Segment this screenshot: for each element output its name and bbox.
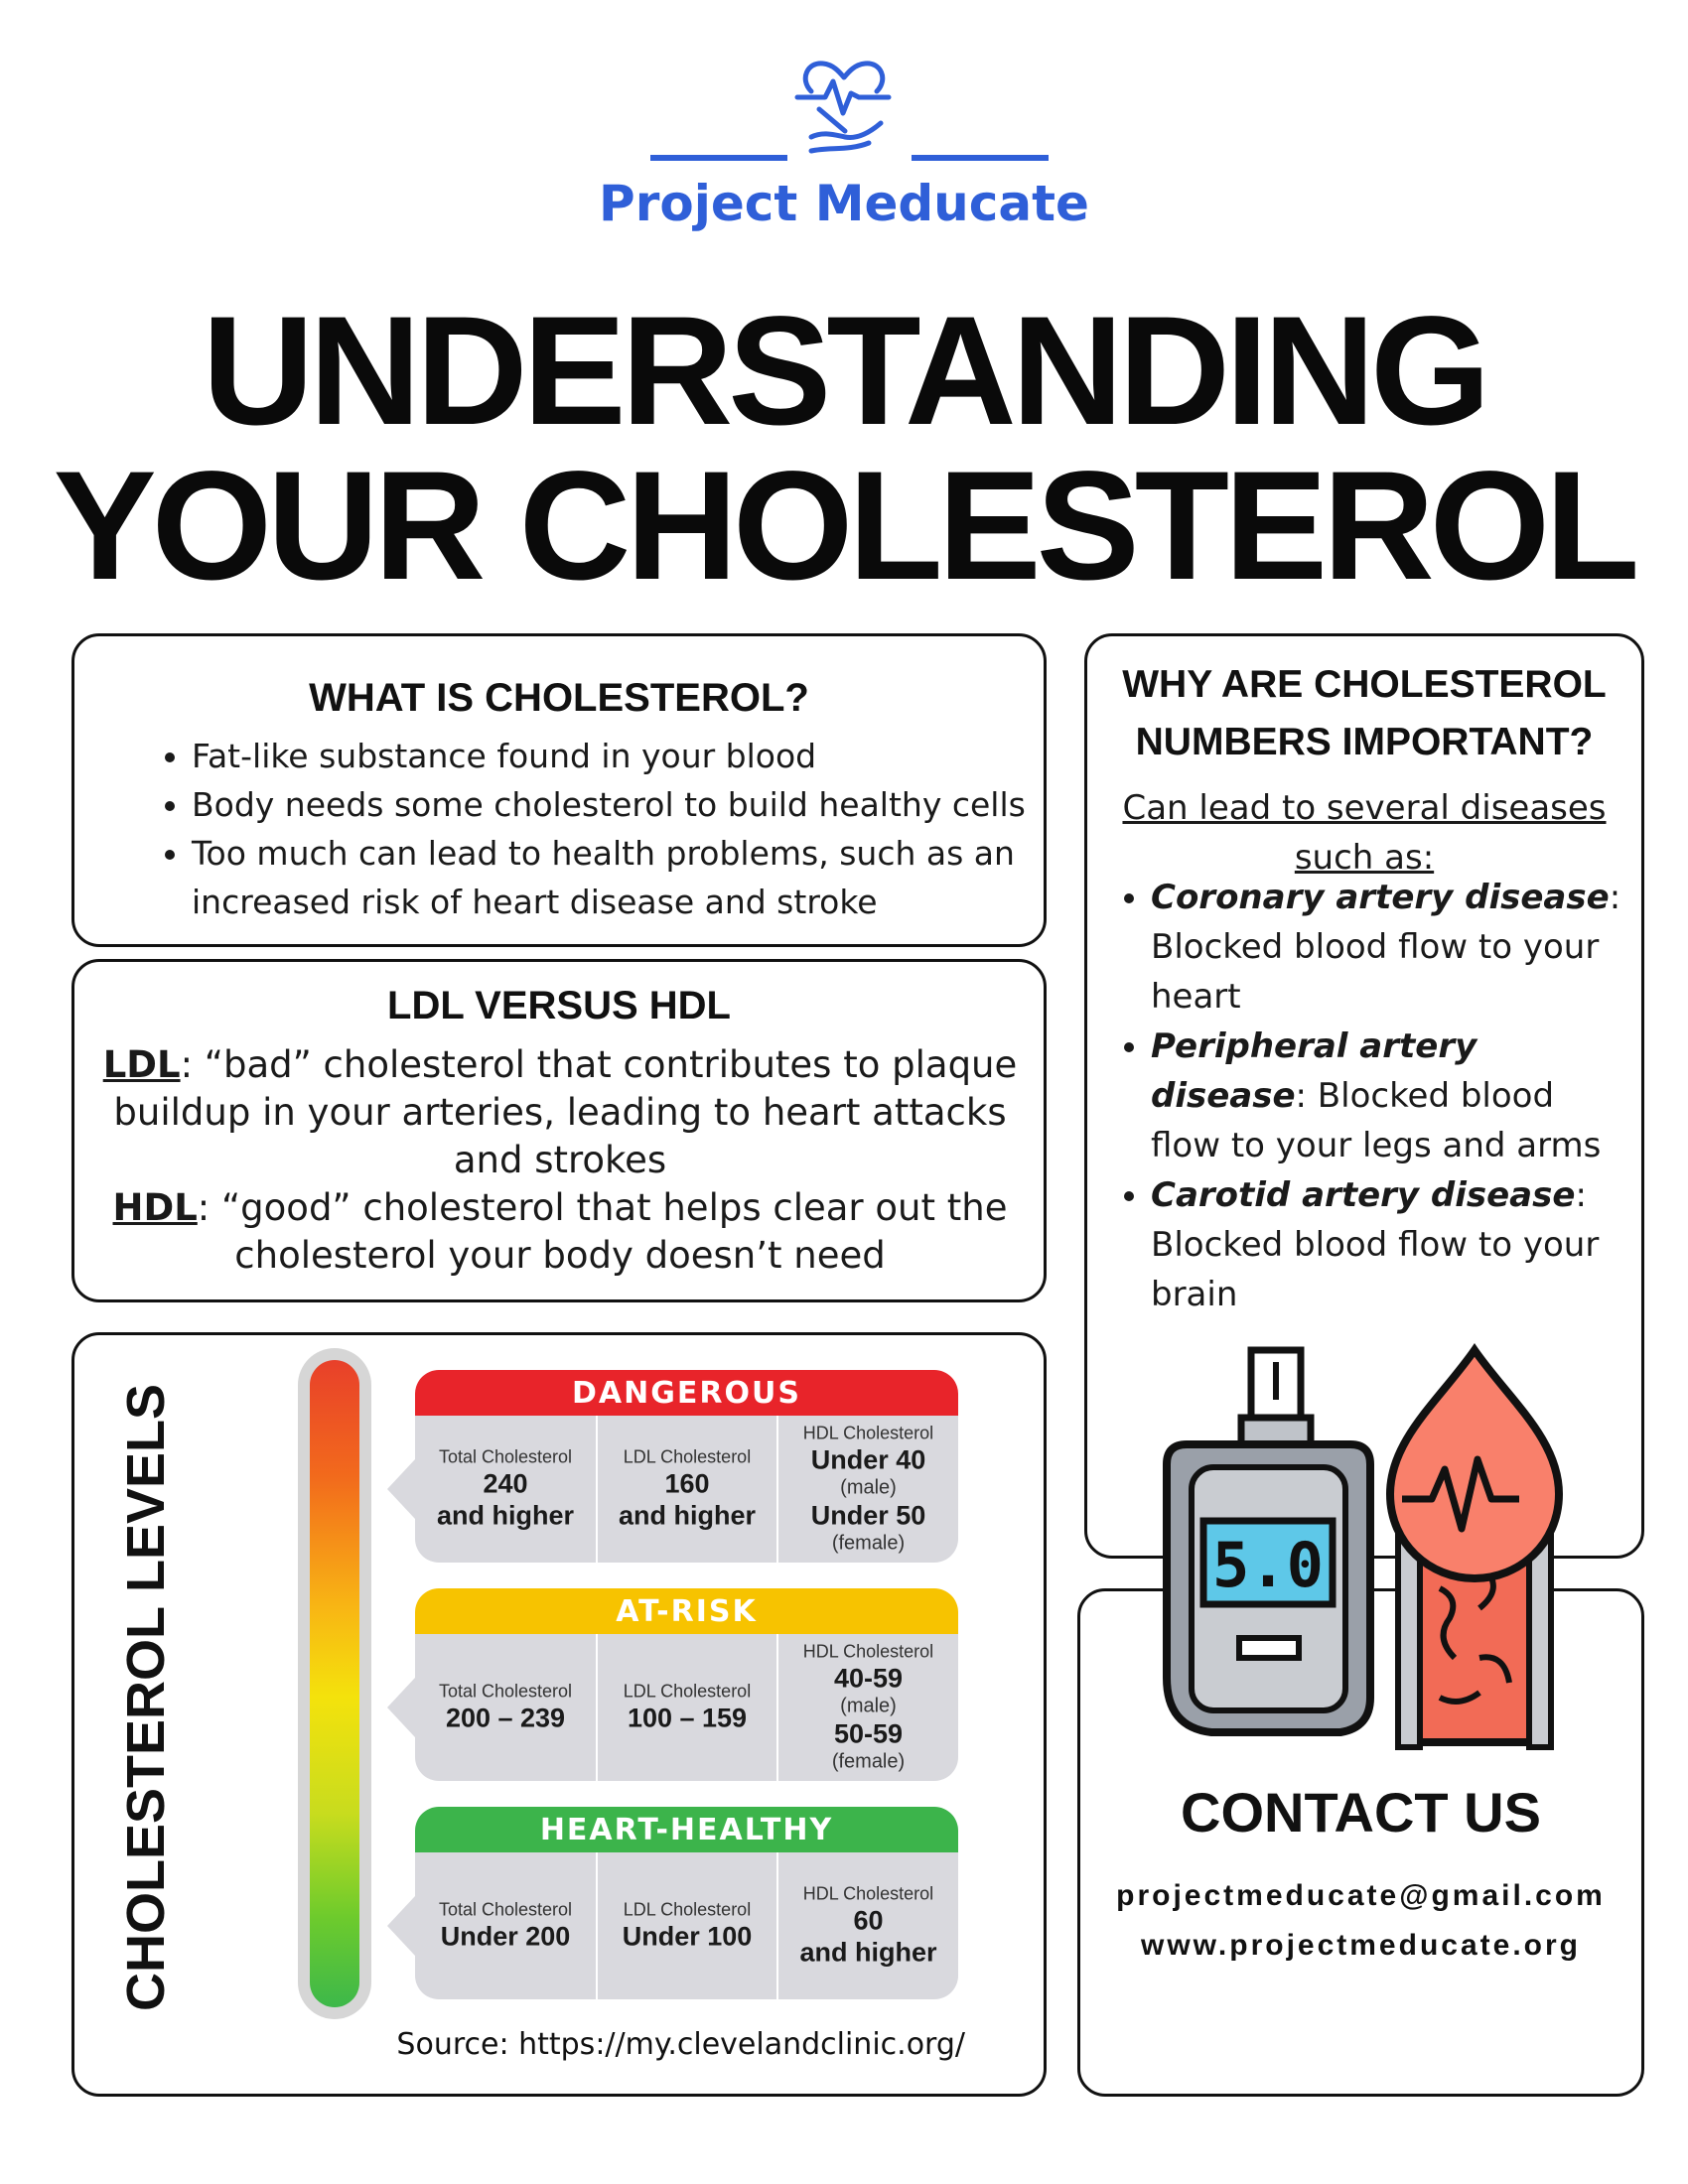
hdl-text: : “good” cholesterol that helps clear out the cholesterol your body doesn’t need [197,1186,1008,1277]
contact-website[interactable]: www.projectmeducate.org [1141,1929,1581,1962]
col-value: 100 – 159 [627,1703,748,1733]
ldl-col [596,1852,776,1999]
brand-rule-right [912,155,1049,161]
brand-rule-left [650,155,787,161]
list-item: • Peripheral artery disease: Blocked blood flow to your legs and arms [1151,1022,1627,1170]
gauge-gradient-bar [310,1360,359,2007]
ldl-hdl-heading: LDL VERSUS HDL [387,984,731,1027]
col-value: 160 [664,1468,710,1499]
meter-display: 5.0 [1212,1529,1324,1601]
ldl-term: LDL [102,1043,181,1086]
col-label: LDL Cholesterol [623,1681,752,1702]
col-value: and higher [618,1500,756,1531]
list-item: • Body needs some cholesterol to build healthy cells [192,780,1046,829]
total-col [415,1852,596,1999]
why-heading: WHY ARE CHOLESTEROL NUMBERS IMPORTANT? [1122,663,1607,763]
ldl-versus-hdl-box [71,959,1047,1302]
col-value: 240 [483,1468,528,1499]
level-banner: AT-RISK [415,1588,958,1634]
col-value: Under 50 [810,1500,926,1531]
list-item: • Fat-like substance found in your blood [192,732,1046,780]
hdl-term: HDL [112,1186,198,1229]
col-value: Under 100 [622,1921,753,1952]
col-value: 60 [853,1905,884,1936]
contact-email[interactable]: projectmeducate@gmail.com [1116,1879,1606,1912]
col-value: Under 40 [810,1444,926,1475]
total-col [415,1634,596,1781]
level-body [415,1416,958,1563]
col-value: 200 – 239 [445,1703,566,1733]
disease-desc: Blocked blood flow to your brain [1151,1225,1600,1314]
hdl-col [776,1852,958,1999]
list-item: • Coronary artery disease: Blocked blood flow to your heart [1151,873,1627,1022]
heart-hand-icon [789,52,899,161]
levels-label-text: CHOLESTEROL LEVELS [116,1383,176,2012]
col-sub: (female) [831,1750,906,1773]
hdl-col [776,1416,958,1563]
hdl-col [776,1634,958,1781]
disease-desc: Blocked blood flow to your heart [1151,927,1600,1017]
contact-heading: CONTACT US [1181,1781,1541,1843]
col-label: LDL Cholesterol [623,1899,752,1920]
col-value: Under 200 [440,1921,571,1952]
col-sub: (male) [840,1695,897,1717]
col-label: Total Cholesterol [438,1681,573,1702]
brand-name: Project Meducate [599,175,1089,232]
page-title-line-1: UNDERSTANDING [202,285,1486,458]
what-heading: WHAT IS CHOLESTEROL? [309,676,809,720]
col-value: and higher [436,1500,574,1531]
what-list [152,732,1046,926]
col-label: HDL Cholesterol [802,1423,934,1443]
disease-name: Peripheral artery disease [1151,1026,1477,1116]
disease-name: Coronary artery disease [1151,878,1610,917]
what-is-cholesterol-box [71,633,1047,947]
page-title-line-2: YOUR CHOLESTEROL [53,440,1635,613]
col-label: Total Cholesterol [438,1899,573,1920]
ldl-definition [98,1041,1022,1184]
list-item: • Too much can lead to health problems, such as an increased risk of heart disease and stroke [192,829,1046,926]
level-card-heart-healthy [415,1807,958,1999]
glucose-meter-blood-drop-icon [1142,1340,1579,1757]
level-banner: DANGEROUS [415,1370,958,1416]
disease-name: Carotid artery disease [1151,1175,1576,1215]
col-value: 40-59 [833,1663,904,1694]
level-body [415,1634,958,1781]
col-sub: (female) [831,1532,906,1555]
col-label: HDL Cholesterol [802,1641,934,1662]
level-banner: HEART-HEALTHY [415,1807,958,1852]
col-label: LDL Cholesterol [623,1446,752,1467]
why-intro: Can lead to several diseases such as: [1122,788,1607,878]
level-card-dangerous [415,1370,958,1563]
col-value: and higher [799,1937,937,1968]
col-sub: (male) [840,1476,897,1499]
col-label: HDL Cholesterol [802,1883,934,1904]
levels-vertical-label [111,1350,181,2045]
total-col [415,1416,596,1563]
col-value: 50-59 [833,1718,904,1749]
col-label: Total Cholesterol [438,1446,573,1467]
list-item: • Carotid artery disease: Blocked blood flow to your brain [1151,1170,1627,1319]
level-card-at-risk [415,1588,958,1781]
ldl-col [596,1416,776,1563]
disease-desc: Blocked blood flow to your legs and arms [1151,1076,1602,1165]
hdl-definition [98,1184,1022,1280]
source-citation: Source: https://my.clevelandclinic.org/ [396,2027,965,2062]
level-body [415,1852,958,1999]
disease-list [1111,873,1627,1319]
ldl-col [596,1634,776,1781]
ldl-text: : “bad” cholesterol that contributes to plaque buildup in your arteries, leading to heart attacks and strokes [113,1043,1018,1181]
